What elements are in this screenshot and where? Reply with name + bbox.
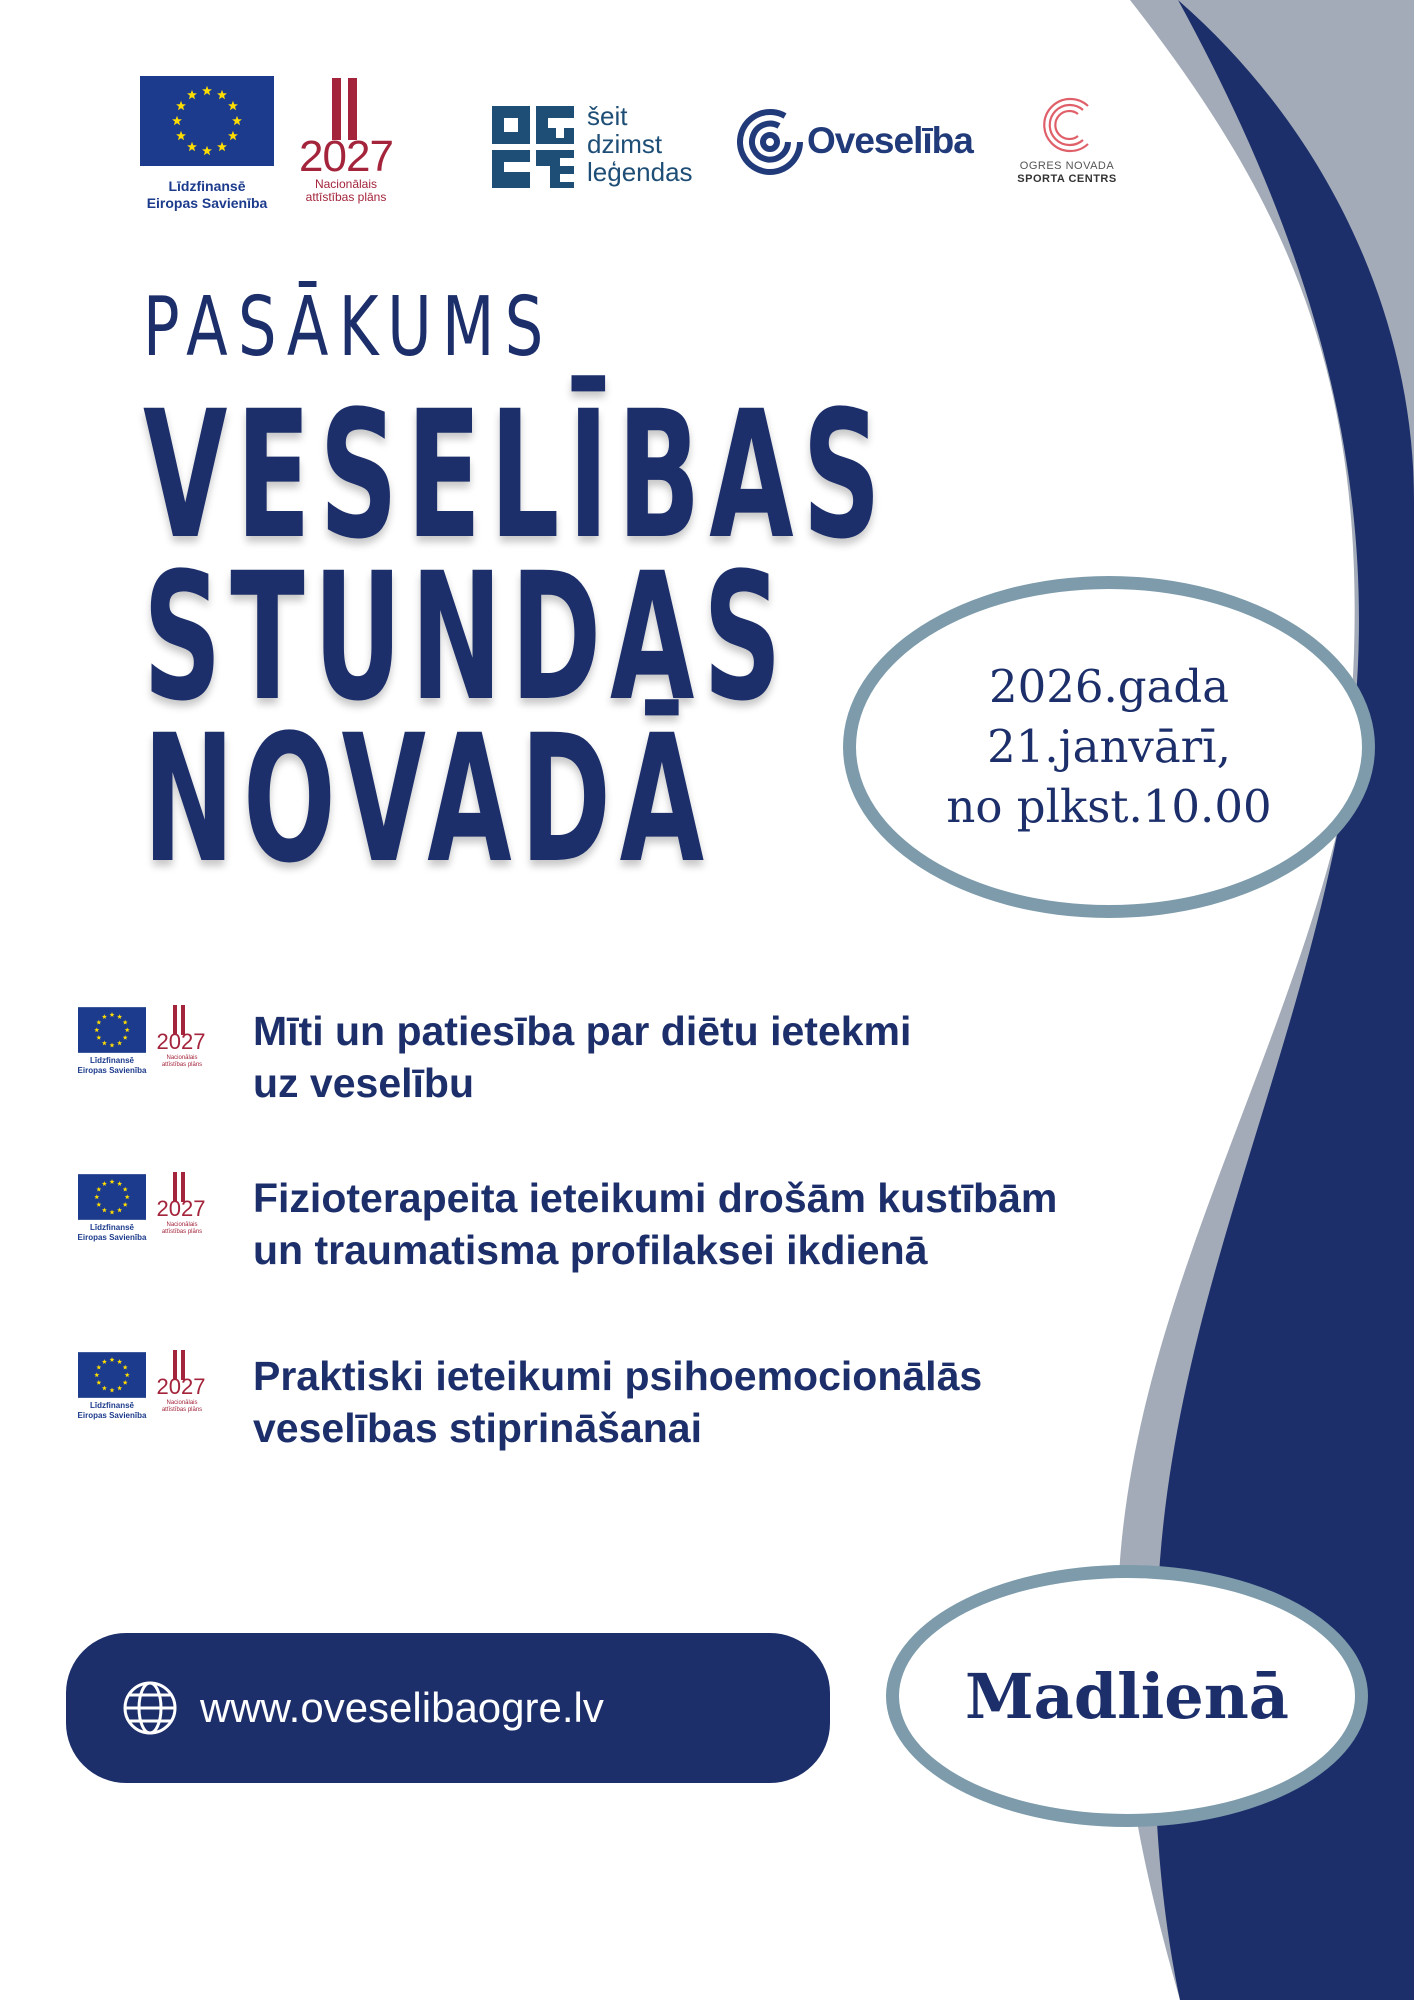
topic-item-2 (78, 1172, 1188, 1282)
eu-cofinanced-logo (140, 76, 280, 212)
eu-logo-line2: Eiropas Savienība (146, 195, 268, 211)
mini-np-year: 2027 (156, 1374, 206, 1399)
mini-eu-line1: Līdzfinansē (89, 1223, 134, 1232)
topic-1-line-1: Mīti un patiesība par diētu ietekmi (253, 1008, 912, 1054)
sport-line1: OGRES NOVADA (1019, 160, 1115, 172)
website-url[interactable]: www.oveselibaogre.lv (200, 1684, 604, 1731)
topic-logos (78, 1350, 210, 1430)
location-badge (886, 1565, 1368, 1827)
eu-flag-icon (78, 1007, 146, 1053)
date-line-3: no plkst.10.00 (946, 780, 1272, 833)
sports-centre-logo (1012, 92, 1122, 202)
date-line-1: 2026.gada (988, 660, 1230, 713)
mini-eu-line1: Līdzfinansē (89, 1056, 134, 1065)
oveseliba-logo (730, 102, 1000, 192)
topic-2-line-2: un traumatisma profilaksei ikdienā (253, 1227, 928, 1273)
ogre-grid-icon (492, 106, 574, 188)
date-line-2: 21.janvārī, (987, 720, 1231, 773)
eu-logo-line1: Līdzfinansē (168, 178, 246, 194)
mini-eu-line1: Līdzfinansē (89, 1401, 134, 1410)
location-name: Madlienā (965, 1659, 1289, 1733)
ogre-line3: leģendas (587, 157, 693, 187)
sport-c-icon (1038, 92, 1096, 158)
globe-icon (122, 1680, 178, 1736)
event-eyebrow: PASĀKUMS (143, 280, 554, 375)
oveseliba-name: Oveselība (807, 120, 973, 161)
event-title (143, 373, 890, 902)
eu-flag-icon (78, 1352, 146, 1398)
mini-np-line1: Nacionālais (166, 1400, 198, 1406)
mini-eu-line2: Eiropas Savienība (77, 1411, 147, 1420)
eu-flag-icon (78, 1174, 146, 1220)
np-bars-icon (290, 78, 402, 140)
topic-1-line-2: uz veselību (253, 1060, 475, 1106)
website-link[interactable] (66, 1633, 830, 1783)
ogre-municipality-logo (492, 102, 722, 192)
np-line1: Nacionālais (314, 177, 378, 191)
sport-line2: SPORTA CENTRS (1017, 173, 1117, 185)
mini-np-line1: Nacionālais (166, 1055, 198, 1061)
topic-item-3 (78, 1350, 1188, 1460)
ogre-line1: šeit (587, 101, 628, 131)
mini-np-line2: attīstības plāns (161, 1062, 203, 1068)
mini-np-year: 2027 (156, 1196, 206, 1221)
mini-eu-line2: Eiropas Savienība (77, 1233, 147, 1242)
national-plan-logo (290, 78, 402, 204)
np-line2: attīstības plāns (305, 190, 387, 204)
topic-logos (78, 1172, 210, 1252)
title-line-2: STUNDAS (143, 535, 791, 740)
topic-item-1 (78, 1005, 1188, 1115)
mini-eu-line2: Eiropas Savienība (77, 1066, 147, 1075)
topic-2-line-1: Fizioterapeita ieteikumi drošām kustībām (253, 1175, 1058, 1221)
np-year: 2027 (299, 132, 393, 181)
ogre-line2: dzimst (587, 129, 663, 159)
topic-3-line-2: veselības stiprināšanai (253, 1405, 702, 1451)
title-line-1: VESELĪBAS (143, 373, 890, 578)
mini-np-year: 2027 (156, 1029, 206, 1054)
date-badge (843, 576, 1375, 918)
mini-np-line1: Nacionālais (166, 1222, 198, 1228)
oveseliba-rings-icon (730, 102, 810, 182)
mini-np-line2: attīstības plāns (161, 1407, 203, 1413)
eu-flag-icon (140, 76, 274, 166)
topic-3-line-1: Praktiski ieteikumi psihoemocionālās (253, 1353, 983, 1399)
mini-np-line2: attīstības plāns (161, 1229, 203, 1235)
title-line-3: NOVADĀ (143, 697, 713, 902)
topic-logos (78, 1005, 210, 1085)
